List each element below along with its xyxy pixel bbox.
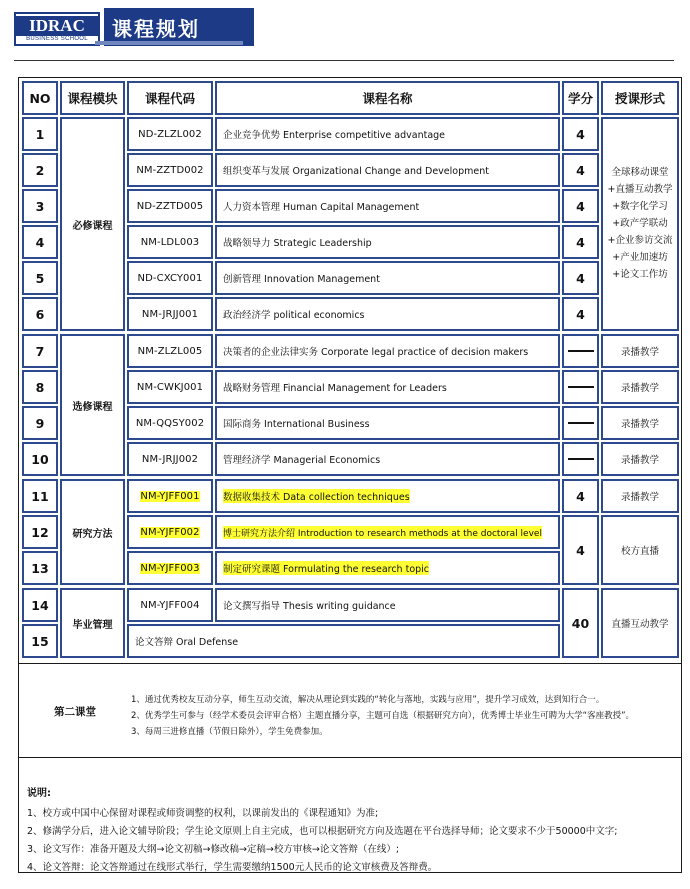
form-item: +论文工作坊 [612,269,668,280]
credit-none [562,334,599,368]
credit-none [562,370,599,404]
row-no: 2 [22,153,58,187]
course-name-highlighted [215,515,560,549]
notes-section [19,757,681,872]
form-item: +数字化学习 [612,201,668,212]
form-item: +企业参访交流 [607,235,673,246]
course-name: 战略领导力 Strategic Leadership [215,225,560,259]
row-no: 14 [22,588,58,622]
course-name: 创新管理 Innovation Management [215,261,560,295]
course-name: 管理经济学 Managerial Economics [215,442,560,476]
second-class-line: 3、每周三进修直播（节假日除外），学生免费参加。 [131,727,328,737]
credit-value: 4 [562,153,599,187]
course-name: 战略财务管理 Financial Management for Leaders [215,370,560,404]
credit-value: 4 [562,297,599,331]
row-no: 10 [22,442,58,476]
course-name-highlighted [215,551,560,585]
course-code: ND-CXCY001 [127,261,213,295]
form-required-courses [601,117,679,331]
header-no: NO [22,81,58,115]
header-module: 课程模块 [60,81,125,115]
module-graduation: 毕业管理 [60,588,125,658]
second-class-section [19,663,681,757]
course-plan-frame [18,77,682,873]
course-name: 决策者的企业法律实务 Corporate legal practice of decision makers [215,334,560,368]
course-name-oral-defense: 论文答辩 Oral Defense [127,624,560,658]
form-live-interactive: 直播互动教学 [601,588,679,658]
form-list [608,166,673,282]
row-no: 13 [22,551,58,585]
credit-value: 4 [562,479,599,513]
course-name-text: 数据收集技术 Data collection techniques [223,489,410,503]
module-required: 必修课程 [60,117,125,331]
form-item: 全球移动课堂 [611,167,669,178]
course-name: 组织变革与发展 Organizational Change and Development [215,153,560,187]
dash-mark [568,422,594,424]
notes-line: 3、论文写作：准备开题及大纲→论文初稿→修改稿→定稿→校方审核→论文答辩（在线）; [27,844,400,855]
course-code: NM-YJFF004 [127,588,213,622]
module-elective: 选修课程 [60,334,125,476]
row-no: 11 [22,479,58,513]
form-item: +产业加速坊 [612,252,668,263]
header-code: 课程代码 [127,81,213,115]
dash-mark [568,386,594,388]
course-code: NM-JRJJ002 [127,442,213,476]
header-credit: 学分 [562,81,599,115]
notes-line: 1、校方或中国中心保留对课程或师资调整的权利，以课前发出的《课程通知》为准; [27,808,379,819]
course-code: NM-ZLZL005 [127,334,213,368]
form-recorded: 录播教学 [601,370,679,404]
dash-mark [568,350,594,352]
form-recorded: 录播教学 [601,406,679,440]
course-name: 政治经济学 political economics [215,297,560,331]
credit-none [562,442,599,476]
credit-value-merged: 4 [562,515,599,585]
notes-title: 说明: [27,788,51,799]
row-no: 12 [22,515,58,549]
course-code-highlighted [127,515,213,549]
course-name-highlighted [215,479,560,513]
course-name-text: 博士研究方法介绍 Introduction to research methods at the doctoral level [223,526,542,539]
credit-value: 4 [562,261,599,295]
course-code-text: NM-YJFF003 [140,562,200,574]
course-code-highlighted [127,479,213,513]
notes-line: 2、修满学分后，进入论文辅导阶段；学生论文原则上自主完成，也可以根据研究方向及选题在平台选择导师；论文要求不少于50000中文字; [27,826,618,837]
credit-value: 4 [562,189,599,223]
form-recorded: 录播教学 [601,479,679,513]
row-no: 8 [22,370,58,404]
course-name-text: 制定研究课题 Formulating the research topic [223,561,429,575]
form-campus-live: 校方直播 [601,515,679,585]
row-no: 15 [22,624,58,658]
second-class-line: 2、优秀学生可参与（经学术委员会评审合格）主题直播分享，主题可自选（根据研究方向），优秀博士毕业生可聘为大学“客座教授”。 [131,711,634,721]
title-shadow [95,41,243,45]
form-item: +直播互动教学 [607,184,673,195]
course-code: ND-ZZTD005 [127,189,213,223]
logo-subtitle: BUSINESS SCHOOL [26,36,88,42]
course-code-text: NM-YJFF002 [140,526,200,538]
row-no: 9 [22,406,58,440]
module-research: 研究方法 [60,479,125,585]
credit-value: 4 [562,225,599,259]
credit-none [562,406,599,440]
row-no: 4 [22,225,58,259]
idrac-logo [14,12,100,46]
course-name: 人力资本管理 Human Capital Management [215,189,560,223]
logo-text: IDRAC [16,16,98,36]
second-class-line: 1、通过优秀校友互动分享，师生互动交流，解决从理论到实践的“转化与落地，实践与应用”，提升学习成效，达到知行合一。 [131,695,605,705]
form-item: +政产学联动 [612,218,668,229]
header-divider [14,60,674,61]
row-no: 5 [22,261,58,295]
credit-value-graduation: 40 [562,588,599,658]
course-code: NM-ZZTD002 [127,153,213,187]
second-class-label: 第二课堂 [54,705,96,718]
row-no: 1 [22,117,58,151]
row-no: 3 [22,189,58,223]
second-class-lines [131,692,676,740]
course-code: NM-JRJJ001 [127,297,213,331]
course-name: 国际商务 International Business [215,406,560,440]
credit-value: 4 [562,117,599,151]
course-code: NM-LDL003 [127,225,213,259]
header-name: 课程名称 [215,81,560,115]
notes-line: 4、论文答辩：论文答辩通过在线形式举行，学生需要缴纳1500元人民币的论文审核费及答辩费。 [27,862,438,873]
course-code: ND-ZLZL002 [127,117,213,151]
form-recorded: 录播教学 [601,334,679,368]
course-name: 论文撰写指导 Thesis writing guidance [215,588,560,622]
course-code: NM-QQSY002 [127,406,213,440]
course-code-highlighted [127,551,213,585]
row-no: 6 [22,297,58,331]
course-code-text: NM-YJFF001 [140,490,200,502]
course-code: NM-CWKJ001 [127,370,213,404]
course-name: 企业竞争优势 Enterprise competitive advantage [215,117,560,151]
page-title: 课程规划 [112,17,200,41]
dash-mark [568,458,594,460]
header-form: 授课形式 [601,81,679,115]
form-recorded: 录播教学 [601,442,679,476]
row-no: 7 [22,334,58,368]
